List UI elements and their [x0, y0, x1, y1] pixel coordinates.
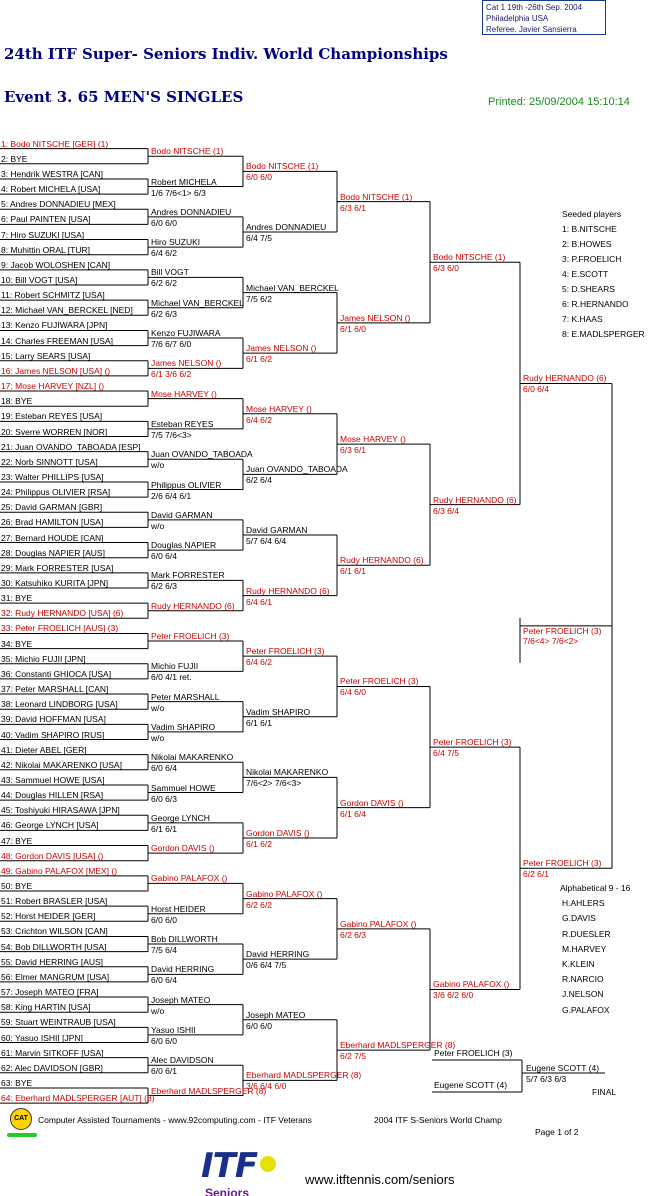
alphabetical-entry: R.NARCIO [562, 974, 604, 985]
seed-entry: 3: P.FROELICH [562, 254, 622, 264]
round2-score: w/o [151, 732, 165, 743]
round2-name: George LYNCH [151, 812, 210, 823]
location: Philadelphia USA [486, 14, 549, 23]
round2-name: Peter MARSHALL [151, 691, 220, 702]
footer-event-name: 2004 ITF S-Seniors World Champ [374, 1115, 502, 1125]
seed-entry: 5: D.SHEARS [562, 284, 615, 294]
round5-score: 6/4 7/5 [433, 748, 459, 759]
draw-entry: 60: Yasuo ISHII [JPN] [1, 1032, 83, 1043]
draw-entry: 34: BYE [1, 638, 33, 649]
round2-score: 6/0 6/4 [151, 763, 177, 774]
round3-score: 6/1 6/2 [246, 838, 272, 849]
seeded-heading: Seeded players [562, 209, 622, 219]
draw-entry: 52: Horst HEIDER [GER] [1, 911, 96, 922]
draw-entry: 10: Bill VOGT [USA] [1, 275, 78, 285]
round2-score: 6/0 6/4 [151, 975, 177, 986]
round3-score: 6/4 6/2 [246, 657, 272, 668]
draw-entry: 47: BYE [1, 835, 33, 846]
round5-score: 6/3 6/0 [433, 263, 459, 274]
printed-timestamp: Printed: 25/09/2004 15:10:14 [488, 96, 630, 108]
round3-score: 6/1 6/2 [246, 354, 272, 365]
round3-name: Gabino PALAFOX () [246, 888, 323, 899]
website-link[interactable]: www.itftennis.com/seniors [305, 1172, 455, 1187]
round2-name: Sammuel HOWE [151, 782, 216, 793]
draw-entry: 54: Bob DILLWORTH [USA] [1, 941, 107, 952]
round3-name: James NELSON () [246, 343, 317, 354]
draw-entry: 56: Elmer MANGRUM [USA] [1, 971, 110, 982]
round2-name: Esteban REYES [151, 418, 214, 429]
seed-entry: 4: E.SCOTT [562, 269, 609, 279]
seed-entry: 6: R.HERNANDO [562, 299, 629, 309]
round2-score: 6/0 6/4 [151, 551, 177, 562]
round2-name: Michael VAN_BERCKEL [151, 297, 244, 308]
draw-entry: 38: Leonard LINDBORG [USA] [1, 699, 118, 710]
round2-name: Alec DAVIDSON [151, 1055, 214, 1066]
round2-name: Gabino PALAFOX () [151, 873, 228, 884]
draw-entry: 4: Robert MICHELA [USA] [1, 184, 101, 195]
round2-score: 7/5 7/6<3> [151, 429, 192, 440]
draw-entry: 21: Juan OVANDO_TABOADA [ESP] [1, 441, 141, 452]
cat-logo-bar [7, 1133, 37, 1137]
round2-score: 6/0 6/3 [151, 793, 177, 804]
round3-score: 6/1 6/1 [246, 717, 272, 728]
round4-name: Peter FROELICH (3) [340, 676, 419, 687]
draw-entry: 51: Robert BRASLER [USA] [1, 896, 108, 907]
alphabetical-heading: Alphabetical 9 - 16 [560, 883, 631, 893]
round5-name: Peter FROELICH (3) [433, 737, 512, 748]
final-label: FINAL [592, 1087, 617, 1097]
round2-name: Bodo NITSCHE (1) [151, 146, 224, 157]
tennis-ball-icon [260, 1156, 276, 1172]
round2-score: 2/6 6/4 6/1 [151, 490, 192, 501]
round4-score: 6/2 7/5 [340, 1051, 366, 1062]
draw-entry: 19: Esteban REYES [USA] [1, 411, 103, 422]
round3-name: Vadim SHAPIRO [246, 706, 311, 717]
draw-entry: 7: Hiro SUZUKI [USA] [1, 229, 85, 240]
round2-score: 7/6 6/7 6/0 [151, 339, 192, 350]
draw-entry: 64: Eberhard MADLSPERGER [AUT] (8) [1, 1093, 155, 1104]
draw-entry: 32: Rudy HERNANDO [USA] (6) [1, 608, 124, 619]
draw-entry: 49: Gabino PALAFOX [MEX] () [1, 865, 118, 876]
round4-score: 6/1 6/0 [340, 323, 366, 334]
round4-score: 6/1 6/1 [340, 566, 366, 577]
round2-name: Hiro SUZUKI [151, 237, 201, 248]
draw-entry: 8: Muhittin ORAL [TUR] [1, 244, 90, 255]
round2-score: 6/1 6/1 [151, 823, 177, 834]
round4-score: 6/1 6/4 [340, 808, 366, 819]
itf-logo-subtitle: Seniors [205, 1186, 250, 1196]
alphabetical-list [560, 881, 630, 1018]
round5-name: Bodo NITSCHE (1) [433, 252, 506, 263]
alphabetical-entry: H.AHLERS [562, 898, 605, 909]
round2-name: Rudy HERNANDO (6) [151, 600, 235, 611]
draw-entry: 61: Marvin SITKOFF [USA] [1, 1047, 104, 1058]
draw-entry: 15: Larry SEARS [USA] [1, 350, 91, 361]
round2-name: Bob DILLWORTH [151, 934, 218, 945]
draw-entry: 25: David GARMAN [GBR] [1, 502, 103, 513]
round2-score: 6/2 6/3 [151, 308, 177, 319]
round3-score: 0/6 6/4 7/5 [246, 960, 287, 971]
round3-name: David GARMAN [246, 524, 308, 535]
round3-name: Juan OVANDO_TABOADA [246, 464, 348, 475]
itf-seniors-logo [198, 1152, 288, 1196]
round3-name: Andres DONNADIEU [246, 221, 327, 232]
draw-entry: 35: Michio FUJII [JPN] [1, 653, 86, 664]
round6-score: 6/2 6/1 [523, 869, 549, 880]
round2-name: Yasuo ISHII [151, 1024, 196, 1035]
round2-name: Gordon DAVIS () [151, 843, 215, 854]
round4-name: Mose HARVEY () [340, 434, 406, 445]
round2-name: Juan OVANDO_TABOADA [151, 449, 253, 460]
draw-entry: 24: Philippus OLIVIER [RSA] [1, 487, 111, 498]
round2-name: Vadim SHAPIRO [151, 721, 216, 732]
round2-name: Bill VOGT [151, 267, 189, 278]
referee: Referee. Javier Sansierra [486, 25, 577, 34]
draw-entry: 50: BYE [1, 881, 33, 891]
draw-entry: 12: Michael VAN_BERCKEL [NED] [1, 305, 133, 316]
draw-entry: 20: Sverre WORREN [NOR] [1, 426, 108, 437]
seed-entry: 1: B.NITSCHE [562, 224, 617, 234]
round2-score: 6/4 6/2 [151, 248, 177, 259]
round2-name: David HERRING [151, 964, 215, 975]
round2-score: 6/0 6/0 [151, 1035, 177, 1046]
round2-name: Horst HEIDER [151, 903, 206, 914]
round3-name: David HERRING [246, 949, 310, 960]
draw-entry: 48: Gordon DAVIS [USA] () [1, 850, 104, 861]
seeded-players [562, 207, 645, 342]
draw-entry: 23: Walter PHILLIPS [USA] [1, 471, 104, 482]
draw-entry: 22: Norb SINNOTT [USA] [1, 456, 98, 467]
draw-entry: 27: Bernard HOUDE [CAN] [1, 532, 104, 543]
round3-score: 3/6 6/4 6/0 [246, 1081, 287, 1092]
draw-entry: 37: Peter MARSHALL [CAN] [1, 684, 109, 695]
semifinal-name: Peter FROELICH (3) [523, 625, 602, 636]
alphabetical-entry: M.HARVEY [562, 943, 607, 954]
draw-entry: 44: Douglas HILLEN [RSA] [1, 790, 104, 801]
round5-score: 3/6 6/2 6/0 [433, 990, 474, 1001]
round2-score: 6/0 6/0 [151, 217, 177, 228]
draw-entry: 42: Nikolai MAKARENKO [USA] [1, 759, 122, 770]
round2-score: 6/0 6/0 [151, 914, 177, 925]
round3-name: Joseph MATEO [246, 1009, 306, 1020]
round3-score: 5/7 6/4 6/4 [246, 535, 287, 546]
round2-score: w/o [151, 702, 165, 713]
draw-entry: 9: Jacob WOLOSHEN [CAN] [1, 259, 111, 270]
round6-name: Peter FROELICH (3) [523, 858, 602, 869]
draw-entry: 3: Hendrik WESTRA [CAN] [1, 168, 104, 179]
draw-entry: 58: King HARTIN [USA] [1, 1002, 91, 1013]
round2-score: w/o [151, 520, 165, 531]
round4-name: Eberhard MADLSPERGER (8) [340, 1040, 456, 1051]
footer-software-credit: Computer Assisted Tournaments - www.92computing.com - ITF Veterans [38, 1115, 312, 1125]
page-number: Page 1 of 2 [535, 1127, 579, 1137]
draw-entry: 6: Paul PAINTEN [USA] [1, 214, 91, 225]
category-dates: Cat 1 19th -26th Sep. 2004 [486, 3, 583, 12]
round4-score: 6/3 6/1 [340, 202, 366, 213]
round2-name: Douglas NAPIER [151, 540, 217, 551]
round3-name: Gordon DAVIS () [246, 827, 310, 838]
round3-name: Michael VAN_BERCKEL [246, 282, 339, 293]
seed-entry: 7: K.HAAS [562, 314, 603, 324]
round2-score: w/o [151, 460, 165, 471]
round6-score: 6/0 6/4 [523, 384, 549, 395]
draw-entry: 28: Douglas NAPIER [AUS] [1, 547, 105, 558]
round2-score: 6/0 6/1 [151, 1066, 177, 1077]
round2-name: Mose HARVEY () [151, 388, 217, 399]
round2-name: Andres DONNADIEU [151, 206, 232, 217]
round2-name: Michio FUJII [151, 661, 199, 672]
draw-entry: 18: BYE [1, 396, 33, 407]
draw-entry: 46: George LYNCH [USA] [1, 820, 99, 831]
round3-score: 7/6<2> 7/6<3> [246, 778, 302, 789]
itf-logo-word: ITF [201, 1152, 258, 1186]
draw-entry: 53: Crichton WILSON [CAN] [1, 926, 108, 937]
round6-name: Rudy HERNANDO (6) [523, 373, 607, 384]
round2-score: 1/6 7/6<1> 6/3 [151, 187, 206, 198]
alphabetical-entry: G.DAVIS [562, 913, 596, 924]
round2-score: 7/5 6/4 [151, 945, 177, 956]
round2-score: 6/0 4/1 ret. [151, 672, 192, 683]
round3-name: Bodo NITSCHE (1) [246, 161, 319, 172]
draw-entry: 17: Mose HARVEY [NZL] () [1, 381, 105, 392]
alphabetical-entry: R.DUESLER [562, 928, 611, 939]
draw-entry: 11: Robert SCHMITZ [USA] [1, 290, 105, 301]
round3-name: Peter FROELICH (3) [246, 646, 325, 657]
round2-name: Robert MICHELA [151, 176, 217, 187]
champion-score: 5/7 6/3 6/3 [526, 1074, 567, 1084]
draw-entry: 33: Peter FROELICH [AUS] (3) [1, 623, 119, 634]
round3-name: Rudy HERNANDO (6) [246, 585, 330, 596]
playoff-player: Peter FROELICH (3) [434, 1048, 513, 1058]
draw-entry: 16: James NELSON [USA] () [1, 365, 111, 376]
round3-name: Eberhard MADLSPERGER (8) [246, 1070, 362, 1081]
round4-name: Gabino PALAFOX () [340, 918, 417, 929]
draw-entry: 63: BYE [1, 1077, 33, 1088]
seed-entry: 2: B.HOWES [562, 239, 612, 249]
round3-name: Mose HARVEY () [246, 403, 312, 414]
champion-name: Eugene SCOTT (4) [526, 1063, 600, 1073]
draw-entry: 14: Charles FREEMAN [USA] [1, 335, 113, 346]
round4-name: Gordon DAVIS () [340, 797, 404, 808]
playoff-player: Eugene SCOTT (4) [434, 1080, 508, 1090]
seed-entry: 8: E.MADLSPERGER [562, 329, 645, 339]
round3-score: 6/0 6/0 [246, 172, 272, 183]
event-title: Event 3. 65 MEN'S SINGLES [4, 88, 244, 106]
alphabetical-entry: J.NELSON [562, 989, 604, 1000]
round2-name: Joseph MATEO [151, 994, 211, 1005]
round3-score: 6/4 6/1 [246, 596, 272, 607]
semifinal-score: 7/6<4> 7/6<2> [523, 635, 579, 646]
round4-name: James NELSON () [340, 312, 411, 323]
draw-entry: 31: BYE [1, 593, 33, 604]
draw-entry: 43: Sammuel HOWE [USA] [1, 774, 105, 785]
round2-name: James NELSON () [151, 358, 222, 369]
round2-name: Eberhard MADLSPERGER (8) [151, 1085, 267, 1096]
draw-entry: 55: David HERRING [AUS] [1, 956, 104, 967]
draw-entry: 36: Constanti GHIOCA [USA] [1, 668, 112, 679]
round2-name: Philippus OLIVIER [151, 479, 222, 490]
round4-score: 6/3 6/1 [340, 445, 366, 456]
round3-score: 7/5 6/2 [246, 293, 272, 304]
round3-score: 6/4 7/5 [246, 232, 272, 243]
round2-score: 6/2 6/3 [151, 581, 177, 592]
page-title: 24th ITF Super- Seniors Indiv. World Championships [4, 45, 448, 63]
draw-entry: 62: Alec DAVIDSON [GBR] [1, 1062, 103, 1073]
cat-logo: CAT [10, 1108, 32, 1130]
round3-score: 6/4 6/2 [246, 414, 272, 425]
draw-entry: 57: Joseph MATEO [FRA] [1, 987, 99, 998]
round2-name: Nikolai MAKARENKO [151, 752, 234, 763]
draw-entry: 1: Bodo NITSCHE [GER] (1) [1, 138, 109, 149]
round2-name: Peter FROELICH (3) [151, 631, 230, 642]
draw-entry: 40: Vadim SHAPIRO [RUS] [1, 729, 105, 740]
round2-name: Mark FORRESTER [151, 570, 225, 581]
alphabetical-entry: G.PALAFOX [562, 1004, 610, 1015]
draw-entry: 45: Toshiyuki HIRASAWA [JPN] [1, 805, 120, 816]
round2-name: David GARMAN [151, 509, 213, 520]
draw-entry: 30: Katsuhiko KURITA [JPN] [1, 578, 109, 588]
round2-score: 6/2 6/2 [151, 278, 177, 289]
draw-entry: 5: Andres DONNADIEU [MEX] [1, 199, 116, 210]
round5-name: Gabino PALAFOX () [433, 979, 510, 990]
draw-entry: 41: Dieter ABEL [GER] [1, 744, 87, 755]
round4-score: 6/2 6/3 [340, 929, 366, 940]
draw-entry: 26: Brad HAMILTON [USA] [1, 517, 104, 528]
round3-score: 6/2 6/2 [246, 899, 272, 910]
round4-name: Rudy HERNANDO (6) [340, 555, 424, 566]
draw-entry: 2: BYE [1, 153, 28, 164]
alphabetical-entry: K.KLEIN [562, 959, 595, 970]
draw-entry: 13: Kenzo FUJIWARA [JPN] [1, 320, 108, 331]
draw-entry: 29: Mark FORRESTER [USA] [1, 562, 114, 573]
round2-score: w/o [151, 1005, 165, 1016]
round2-score: 6/1 3/6 6/2 [151, 369, 192, 380]
round3-score: 6/0 6/0 [246, 1020, 272, 1031]
round3-score: 6/2 6/4 [246, 475, 272, 486]
round5-name: Rudy HERNANDO (6) [433, 494, 517, 505]
round4-score: 6/4 6/0 [340, 687, 366, 698]
round4-name: Bodo NITSCHE (1) [340, 191, 413, 202]
round2-name: Kenzo FUJIWARA [151, 328, 221, 339]
round5-score: 6/3 6/4 [433, 505, 459, 516]
round3-name: Nikolai MAKARENKO [246, 767, 329, 778]
draw-entry: 59: Stuart WEINTRAUB [USA] [1, 1017, 116, 1028]
draw-entry: 39: David HOFFMAN [USA] [1, 714, 106, 725]
